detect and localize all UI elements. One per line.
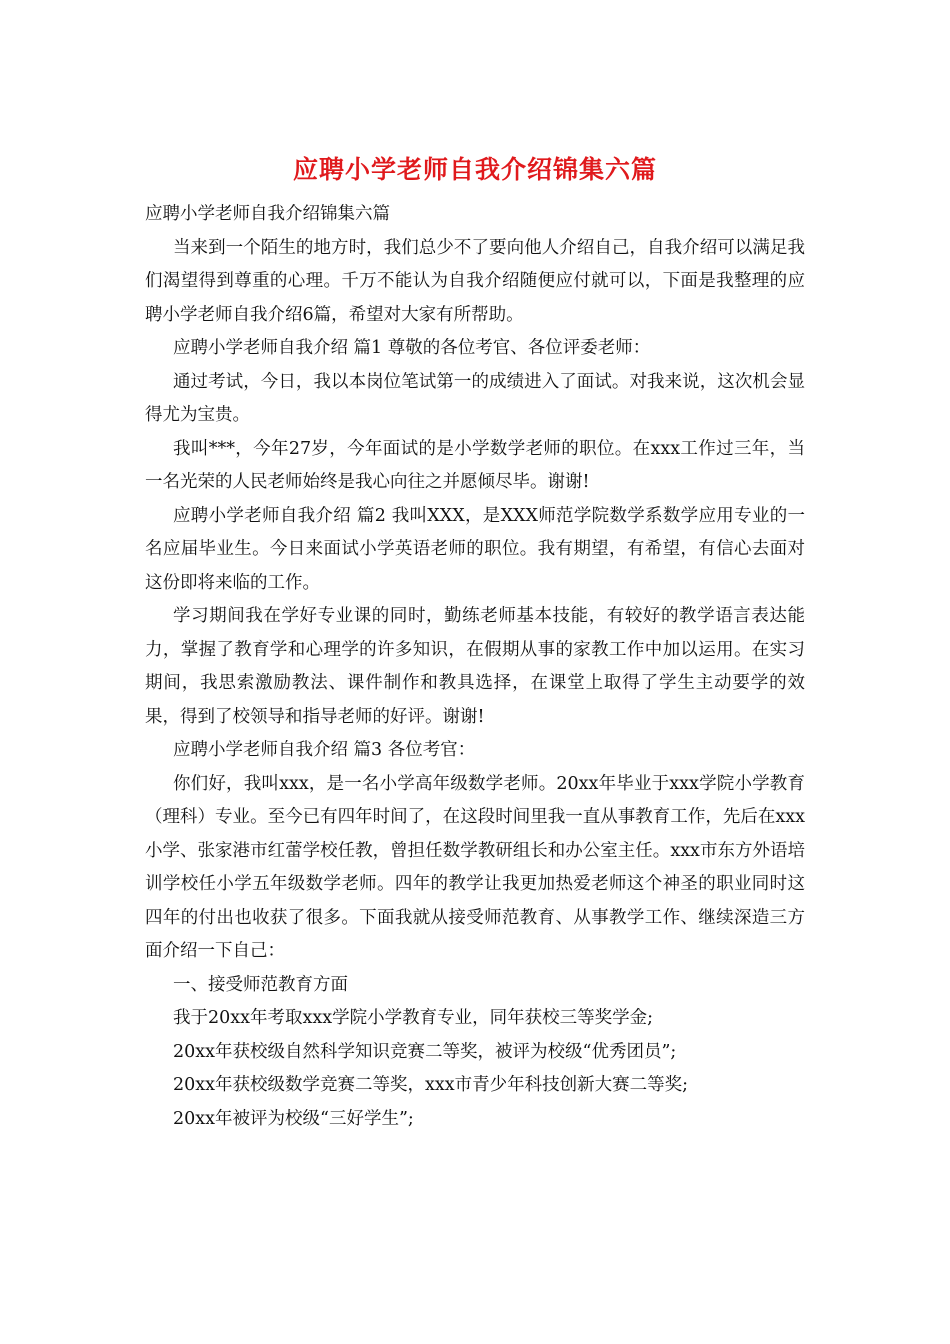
paragraph: 20xx年获校级自然科学知识竞赛二等奖，被评为校级“优秀团员”; — [173, 1041, 677, 1062]
paragraph: 我叫***，今年27岁，今年面试的是小学数学老师的职位。在xxx工作过三年，当一名光荣的人民老师始终是我心向往之并愿倾尽毕。谢谢! — [145, 438, 805, 492]
paragraph: 应聘小学老师自我介绍 篇1 尊敬的各位考官、各位评委老师： — [173, 338, 651, 358]
paragraph: 你们好，我叫xxx，是一名小学高年级数学老师。20xx年毕业于xxx学院小学教育（理科）专业。至今已有四年时间了，在这段时间里我一直从事教育工作，先后在xxx小学、张家港市红蕾学校任教，曾担任数学教研组长和办公室主任。xxx市东方外语培训学校任小学五年级数学老师。四年的教学让我更加热爱老师这个神圣的职业同时这四年的付出也收获了很多。下面我就从接受师范教育、从事教学工作、继续深造三方面介绍一下自己： — [145, 773, 805, 961]
paragraph: 应聘小学老师自我介绍 篇2 我叫XXX，是XXX师范学院数学系数学应用专业的一名应届毕业生。今日来面试小学英语老师的职位。我有期望，有希望，有信心去面对这份即将来临的工作。 — [145, 505, 805, 593]
paragraph: 一、接受师范教育方面 — [173, 974, 348, 995]
paragraph: 我于20xx年考取xxx学院小学教育专业，同年获校三等奖学金; — [173, 1008, 654, 1028]
paragraph: 当来到一个陌生的地方时，我们总少不了要向他人介绍自己，自我介绍可以满足我们渴望得到尊重的心理。千万不能认为自我介绍随便应付就可以，下面是我整理的应聘小学老师自我介绍6篇，希望对大家有所帮助。 — [145, 237, 805, 325]
paragraph: 通过考试，今日，我以本岗位笔试第一的成绩进入了面试。对我来说，这次机会显得尤为宝贵。 — [145, 371, 805, 425]
paragraph: 应聘小学老师自我介绍 篇3 各位考官： — [173, 740, 476, 760]
paragraph: 20xx年获校级数学竞赛二等奖，xxx市青少年科技创新大赛二等奖; — [173, 1075, 689, 1095]
document-body — [145, 198, 805, 1136]
paragraph: 20xx年被评为校级“三好学生”; — [173, 1108, 414, 1129]
paragraph: 应聘小学老师自我介绍锦集六篇 — [145, 204, 390, 224]
paragraph: 学习期间我在学好专业课的同时，勤练老师基本技能，有较好的教学语言表达能力，掌握了教育学和心理学的许多知识，在假期从事的家教工作中加以运用。在实习期间，我思索激励教法、课件制作和教具选择，在课堂上取得了学生主动要学的效果，得到了校领导和指导老师的好评。谢谢! — [145, 606, 805, 727]
document-title: 应聘小学老师自我介绍锦集六篇 — [292, 155, 657, 184]
